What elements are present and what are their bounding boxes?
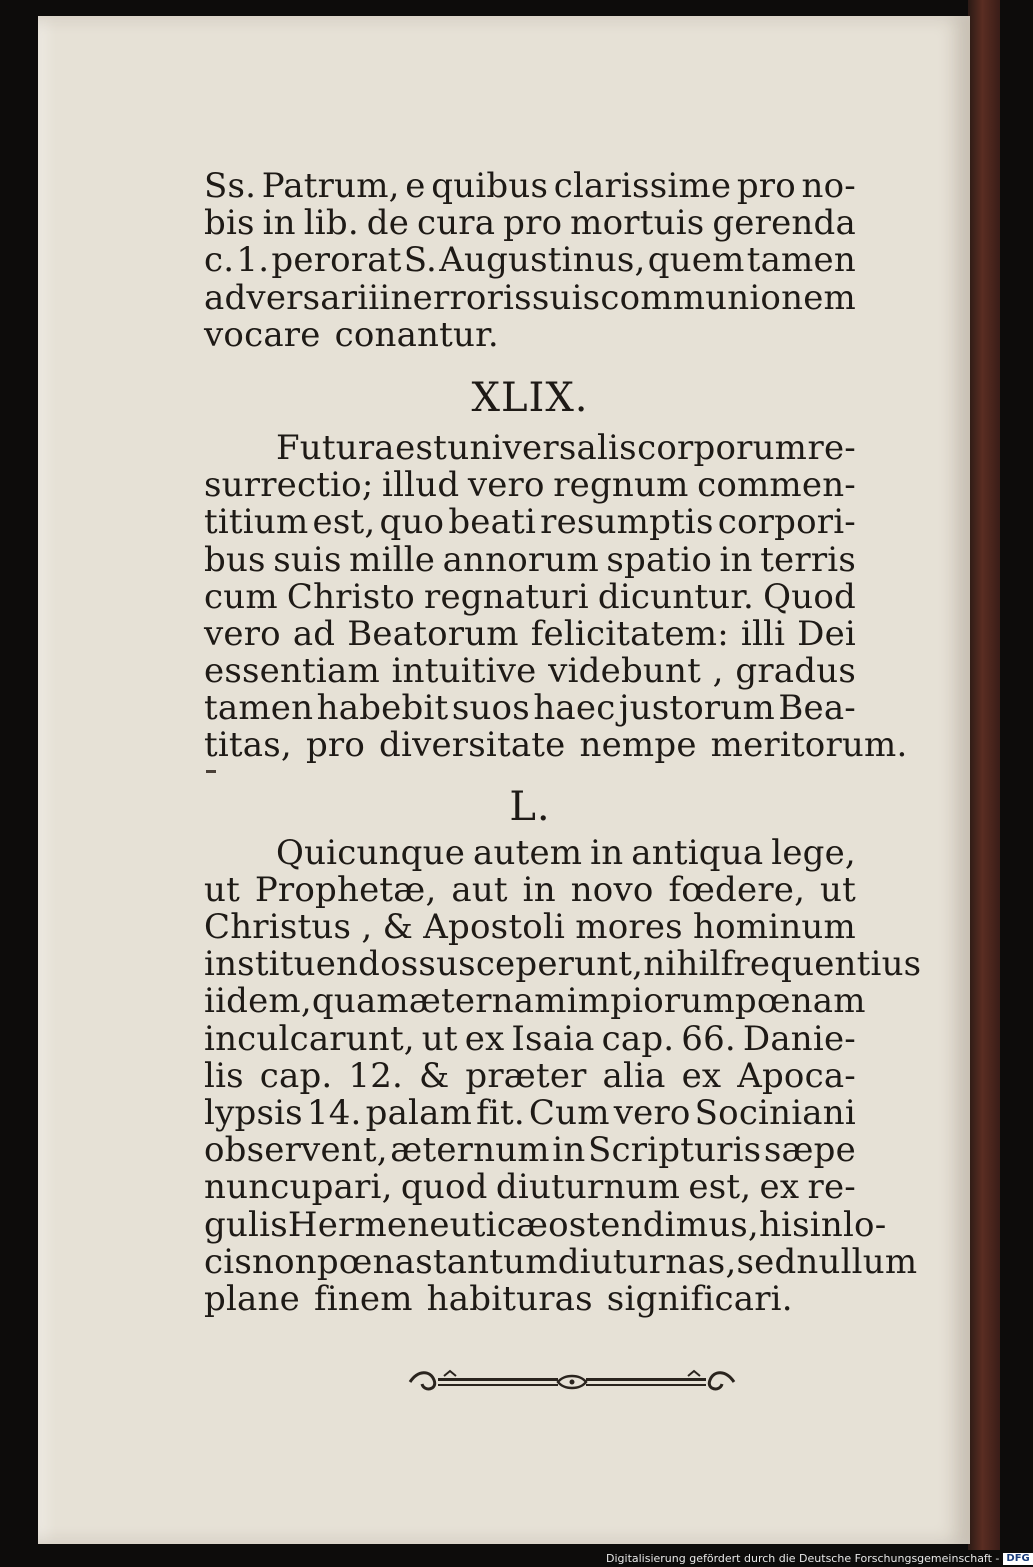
word: tamen	[746, 240, 856, 281]
text-line	[204, 653, 856, 690]
word: pœnas	[316, 1241, 433, 1282]
word: in	[522, 869, 556, 910]
word: diuturnum	[495, 1167, 681, 1208]
word: lege,	[771, 832, 856, 873]
word: antiqua	[631, 832, 764, 873]
word: Quod	[763, 576, 856, 617]
word: S.	[403, 240, 438, 281]
text-line	[204, 981, 866, 1022]
word: adversarii	[204, 277, 380, 318]
word: commen-	[697, 465, 856, 506]
word: ut	[421, 1018, 458, 1059]
word: pro	[736, 166, 796, 206]
word: in	[379, 277, 413, 318]
word: bis	[204, 203, 255, 244]
word: Christo	[286, 576, 415, 617]
word: titas,	[204, 725, 292, 766]
word: justorum	[618, 688, 775, 729]
word: est,	[312, 502, 376, 543]
word: c.	[204, 240, 235, 281]
word: finem	[313, 1278, 413, 1319]
text-line	[204, 1018, 856, 1059]
word: aut	[451, 869, 508, 910]
word: Bea-	[778, 688, 856, 729]
margin-mark	[206, 770, 216, 773]
word: ex	[464, 1018, 505, 1059]
word: suos	[451, 688, 530, 729]
word: significari.	[606, 1278, 793, 1319]
word: quem	[647, 240, 745, 281]
word: æternum	[390, 1130, 550, 1171]
word: lib.	[303, 203, 359, 244]
word: Ss.	[204, 166, 257, 206]
word: 14.	[306, 1092, 362, 1133]
word: cum	[204, 576, 278, 617]
word: in	[262, 203, 296, 244]
word: in	[719, 539, 753, 580]
word: Apoca-	[737, 1055, 856, 1096]
word: æternam	[408, 981, 567, 1022]
digitization-credit	[606, 1550, 1033, 1567]
dfg-logo-icon: DFG	[1003, 1553, 1032, 1565]
paragraph-continuation	[204, 168, 856, 354]
word: quibus	[431, 166, 549, 206]
word: cura	[416, 203, 496, 244]
word: 12.	[348, 1055, 404, 1096]
text-line	[204, 242, 856, 279]
word: haec	[533, 688, 616, 729]
word: mortuis	[570, 203, 705, 244]
word: frequentius	[720, 944, 922, 985]
word: 66.	[681, 1018, 736, 1059]
word: re-	[807, 1167, 856, 1208]
word: hominum	[693, 907, 856, 947]
word: communionem	[600, 277, 856, 318]
text-line	[204, 205, 856, 242]
word: instituendos	[204, 944, 419, 985]
word: Apostoli	[423, 907, 566, 947]
word: clarissime	[553, 166, 732, 206]
text-line	[204, 1204, 887, 1245]
word: ut	[204, 869, 240, 910]
section-heading-xlix: XLIX.	[471, 374, 589, 421]
word: resumptis	[540, 502, 714, 543]
word: intuitive	[391, 651, 537, 692]
word: videbunt	[548, 651, 701, 692]
word: &	[418, 1055, 450, 1096]
word: gradus	[735, 651, 856, 692]
word: essentiam	[204, 651, 380, 692]
word: vero	[467, 465, 545, 506]
word: pro	[305, 725, 366, 766]
word: Christus	[204, 907, 352, 947]
word: annorum	[442, 539, 599, 580]
book-cover-edge	[968, 0, 1000, 1550]
word: vero	[204, 613, 281, 654]
word: his	[758, 1204, 810, 1245]
text-line	[204, 277, 856, 318]
text-line	[204, 944, 922, 985]
word: Quicunque	[276, 832, 466, 873]
word: est,	[688, 1167, 752, 1208]
word: tantum	[432, 1241, 558, 1282]
section-heading-l: L.	[509, 783, 551, 830]
word: beati	[448, 502, 537, 543]
word: ,	[712, 651, 724, 692]
word: Dei	[797, 613, 856, 654]
text-line	[204, 690, 856, 727]
word: Beatorum	[347, 613, 519, 654]
word: pro	[503, 203, 563, 244]
word: vero	[613, 1092, 691, 1133]
text-line	[204, 539, 856, 580]
word: ostendimus,	[548, 1204, 759, 1245]
word: plane	[204, 1278, 300, 1319]
word: meritorum.	[710, 725, 908, 766]
text-line	[204, 1241, 918, 1282]
word: gerenda	[712, 203, 856, 244]
word: erroris	[412, 277, 532, 318]
word: alia	[602, 1055, 666, 1096]
word: regnum	[553, 465, 689, 506]
word: suis	[273, 539, 342, 580]
word: Isaia	[511, 1018, 595, 1059]
word: sæpe	[763, 1130, 856, 1171]
credit-text: Digitalisierung gefördert durch die Deutsche Forschungsgemeinschaft -	[606, 1552, 1000, 1565]
word: mille	[349, 539, 436, 580]
word: est	[395, 427, 447, 468]
word: in	[590, 832, 624, 873]
word: perorat	[271, 240, 402, 281]
word: no-	[801, 166, 856, 206]
word: in	[552, 1130, 586, 1171]
word: spatio	[606, 539, 713, 580]
word: sed	[736, 1241, 797, 1282]
word: cap.	[259, 1055, 333, 1096]
word: Prophetæ,	[254, 869, 437, 910]
text-line	[204, 869, 856, 910]
word: habituras	[426, 1278, 593, 1319]
word: lypsis	[204, 1092, 303, 1133]
word: corporum	[637, 427, 808, 468]
word: felicitatem:	[530, 613, 729, 654]
word: 1.	[236, 240, 270, 281]
word: inculcarunt,	[204, 1018, 415, 1059]
text-line	[204, 576, 856, 617]
text-line	[204, 613, 856, 654]
text-line	[204, 725, 908, 766]
word: impiorum	[566, 981, 735, 1022]
word: ut	[819, 869, 856, 910]
word: fœdere,	[668, 869, 806, 910]
word: palam	[365, 1092, 473, 1133]
ornament-divider-icon	[404, 1366, 740, 1396]
word: Scripturis	[587, 1130, 762, 1171]
word: re-	[807, 427, 856, 468]
word: diversitate	[379, 725, 566, 766]
text-line	[204, 504, 856, 541]
text-line	[204, 314, 856, 355]
word: nihil	[643, 944, 721, 985]
word: in	[809, 1204, 843, 1245]
word: mores	[575, 907, 683, 947]
word: nuncupari,	[204, 1167, 393, 1208]
text-line	[204, 427, 856, 468]
word: ex	[759, 1167, 800, 1208]
word: suis	[531, 277, 601, 318]
word: lis	[204, 1055, 244, 1096]
word: Futura	[276, 427, 395, 468]
word: observent,	[204, 1130, 388, 1171]
word: Cum	[528, 1092, 610, 1133]
word: universalis	[447, 427, 637, 468]
word: susceperunt,	[418, 944, 644, 985]
word: titium	[204, 502, 309, 543]
text-line	[204, 1169, 856, 1206]
word: non	[251, 1241, 317, 1282]
word: surrectio;	[204, 465, 374, 506]
word: illud	[382, 465, 460, 506]
word: Patrum,	[261, 166, 400, 206]
word: quam	[311, 981, 409, 1022]
text-line	[204, 909, 856, 946]
word: bus	[204, 539, 266, 580]
text-line	[204, 832, 856, 873]
word: conantur.	[334, 314, 499, 355]
word: Hermeneuticæ	[287, 1204, 549, 1245]
word: regnaturi	[424, 576, 589, 617]
word: corpori-	[717, 502, 856, 543]
word: pœnam	[734, 981, 866, 1022]
word: vocare	[204, 314, 321, 355]
word: dicuntur.	[597, 576, 755, 617]
text-line	[204, 1092, 856, 1133]
word: &	[382, 907, 414, 947]
word: quo	[379, 502, 445, 543]
word: habebit	[316, 688, 449, 729]
word: de	[366, 203, 410, 244]
word: Danie-	[742, 1018, 856, 1059]
word: nullum	[796, 1241, 918, 1282]
word: quod	[400, 1167, 488, 1208]
text-line	[204, 1278, 856, 1319]
word: iidem,	[204, 981, 312, 1022]
word: præter	[465, 1055, 587, 1096]
paragraph-l	[204, 832, 922, 1319]
word: novo	[570, 869, 654, 910]
page-text	[204, 166, 922, 1319]
word: cis	[204, 1241, 252, 1282]
text-line	[204, 467, 856, 504]
text-line	[204, 1055, 856, 1096]
word: diuturnas,	[557, 1241, 737, 1282]
word: tamen	[204, 688, 314, 729]
paragraph-xlix	[204, 427, 908, 766]
word: gulis	[204, 1204, 288, 1245]
word: cap.	[601, 1018, 675, 1059]
word: fit.	[476, 1092, 525, 1133]
word: Augustinus,	[439, 240, 646, 281]
word: ex	[681, 1055, 722, 1096]
word: nempe	[579, 725, 697, 766]
word: lo-	[842, 1204, 887, 1245]
text-line	[204, 168, 856, 205]
word: ,	[361, 907, 373, 947]
word: illi	[740, 613, 786, 654]
text-line	[204, 1132, 856, 1169]
word: e	[405, 166, 426, 206]
word: terris	[760, 539, 856, 580]
word: Sociniani	[694, 1092, 856, 1133]
word: ad	[292, 613, 336, 654]
word: autem	[473, 832, 583, 873]
